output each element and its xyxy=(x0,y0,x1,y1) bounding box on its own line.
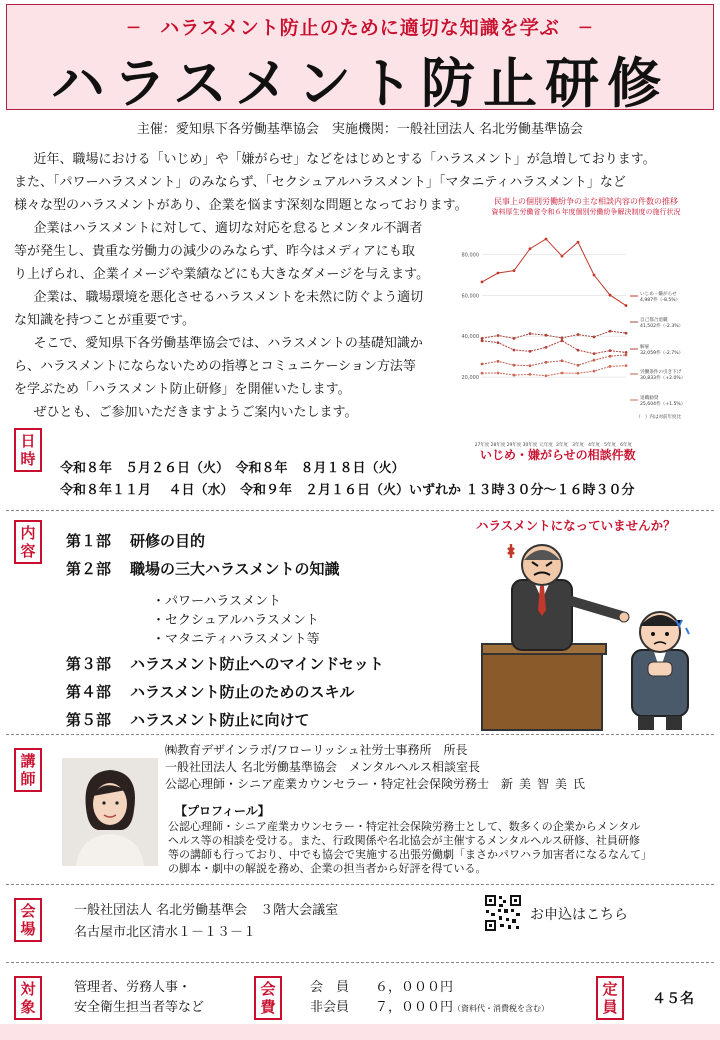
x-tick-label: 5年度 xyxy=(604,443,616,448)
data-point xyxy=(625,304,628,307)
data-point xyxy=(497,341,500,344)
qr-code-icon[interactable] xyxy=(484,894,522,932)
dates-line2: 令和８年１１月 ４日（水） 令和９年 ２月１６日（火）いずれか １３時３０分～１６時３０分 xyxy=(60,483,635,498)
data-point xyxy=(545,334,548,337)
part-no: 第１部 xyxy=(66,532,112,550)
lecturer-label-1: 講 xyxy=(20,752,36,770)
data-point xyxy=(577,349,580,352)
venue-label xyxy=(14,898,42,942)
part-no: 第５部 xyxy=(66,711,112,729)
target-info xyxy=(74,978,204,1018)
intro-p3a: 企業は、職場環境を悪化させるハラスメントを未然に防ぐよう適切 xyxy=(33,290,424,305)
data-point xyxy=(497,334,500,337)
legend-label: 自己都合退職 xyxy=(640,318,668,323)
legend-value: 25,604件（+1.5%） xyxy=(640,402,686,407)
content-label-2: 容 xyxy=(20,542,36,560)
fee-member xyxy=(310,978,549,998)
intro-p1c: 様々な型のハラスメントがあり、企業を悩ます深刻な問題となっております。 xyxy=(14,198,468,213)
data-point xyxy=(577,372,580,375)
fee-label xyxy=(254,976,282,1020)
sub-item: ・パワーハラスメント xyxy=(152,594,281,609)
intro-p4a: そこで、愛知県下各労働基準協会では、ハラスメントの基礎知識か xyxy=(33,336,423,351)
profile-line: 公認心理師・シニア産業カウンセラー・特定社会保険労務士として、数多くの企業からメンタル xyxy=(168,820,641,833)
capacity-label-2: 員 xyxy=(602,998,618,1016)
data-point xyxy=(593,335,596,338)
legend-label: 解雇 xyxy=(640,345,650,350)
capacity-label xyxy=(596,976,624,1020)
profile-text xyxy=(168,820,708,876)
data-point xyxy=(625,364,628,367)
data-point xyxy=(481,372,484,375)
data-point xyxy=(481,339,484,342)
data-point xyxy=(561,337,564,340)
x-tick-label: 6年度 xyxy=(620,443,632,448)
x-tick-label: 30年度 xyxy=(522,443,538,448)
x-tick-label: 3年度 xyxy=(572,443,584,448)
venue-address: 名古屋市北区清水１－１３－１ xyxy=(74,925,257,940)
data-point xyxy=(609,294,612,297)
dates-line1: 令和８年 ５月２６日（火） 令和８年 ８月１８日（火） xyxy=(60,461,405,476)
data-point xyxy=(593,352,596,355)
divider xyxy=(6,510,714,511)
data-point xyxy=(545,238,548,241)
fee-note: （資料代・消費税を含む） xyxy=(453,1004,550,1013)
intro-p4c: を学ぶため「ハラスメント防止研修」を開催いたします。 xyxy=(14,382,351,397)
intro-p2a: 企業はハラスメントに対して、適切な対応を怠るとメンタル不調者 xyxy=(33,221,423,236)
program-part-4 xyxy=(66,681,384,709)
sub-item: ・セクシュアルハラスメント xyxy=(152,613,319,628)
target-line1: 管理者、労務人事・ xyxy=(74,980,192,995)
data-point xyxy=(609,365,612,368)
venue-label-2: 場 xyxy=(20,920,36,938)
fee-member-price: ６，０００円 xyxy=(375,980,454,995)
program-list xyxy=(66,530,384,737)
part-title: 研修の目的 xyxy=(130,532,206,550)
data-point xyxy=(625,332,628,335)
data-point xyxy=(529,364,532,367)
target-label xyxy=(14,976,42,1020)
data-point xyxy=(529,247,532,250)
data-point xyxy=(529,350,532,353)
fee-nonmember-label: 非会員 xyxy=(310,1000,350,1015)
part-no: 第４部 xyxy=(66,683,112,701)
program-part-3 xyxy=(66,653,384,681)
x-tick-label: 元年度 xyxy=(539,443,553,448)
fee-info xyxy=(310,978,549,1019)
dates-block xyxy=(60,458,635,502)
lecturer-name: 新美智美氏 xyxy=(501,777,592,791)
legend-value: 30,833件（+2.0%） xyxy=(640,376,686,381)
profile-heading: 【プロフィール】 xyxy=(175,804,270,818)
data-point xyxy=(625,354,628,357)
data-point xyxy=(513,374,516,377)
consultation-chart xyxy=(458,196,714,466)
data-point xyxy=(481,337,484,340)
x-tick-label: 4年度 xyxy=(588,443,600,448)
data-point xyxy=(513,269,516,272)
program-part-5 xyxy=(66,709,384,737)
data-point xyxy=(481,281,484,284)
intro-p5: ぜひとも、ご参加いただきますようご案内いたします。 xyxy=(33,405,358,420)
data-point xyxy=(545,346,548,349)
intro-p2c: り上げられ、企業イメージや業績などにも大きなダメージを与えます。 xyxy=(14,267,430,282)
program-part-2 xyxy=(66,558,384,586)
data-point xyxy=(513,337,516,340)
data-point xyxy=(577,364,580,367)
data-point xyxy=(593,274,596,277)
header-banner xyxy=(6,4,714,115)
data-point xyxy=(545,361,548,364)
intro-p1a: 近年、職場における「いじめ」や「嫌がらせ」などをはじめとする「ハラスメント」が急増しております。 xyxy=(33,152,656,167)
data-point xyxy=(497,272,500,275)
profile-line: ヘルス等の相談を受ける。また、行政関係や名北協会が主催するメンタルヘルス研修、社員研修 xyxy=(168,834,640,847)
intro-narrow-block xyxy=(14,217,452,424)
data-point xyxy=(529,373,532,376)
series-line xyxy=(482,331,626,338)
venue-info xyxy=(74,900,338,944)
part-title: 職場の三大ハラスメントの知識 xyxy=(130,560,340,578)
legend-label: 労働条件の引き下げ xyxy=(640,370,682,375)
chart-svg xyxy=(458,218,714,458)
header-subtitle: ─ ハラスメント防止のために適切な知識を学ぶ ─ xyxy=(127,17,593,39)
y-tick-label: 40,000 xyxy=(461,334,479,341)
x-tick-label: 2年度 xyxy=(556,443,568,448)
data-point xyxy=(609,355,612,358)
x-tick-label: 28年度 xyxy=(490,443,506,448)
y-tick-label: 80,000 xyxy=(461,252,479,259)
venue-name: 一般社団法人 名北労働基準会 ３階大会議室 xyxy=(74,903,339,918)
legend-value: 4,987件（-8.5%） xyxy=(640,298,681,303)
portrait-illustration xyxy=(62,758,158,866)
data-point xyxy=(481,363,484,366)
page-title: ハラスメント防止研修 xyxy=(50,52,670,115)
data-point xyxy=(593,359,596,362)
legend-value: 41,502件（-2.3%） xyxy=(640,324,684,329)
data-point xyxy=(513,364,516,367)
data-point xyxy=(625,351,628,354)
y-tick-label: 60,000 xyxy=(461,293,479,300)
y-tick-label: 20,000 xyxy=(461,375,479,382)
lecturer-line3 xyxy=(165,776,591,793)
series-line xyxy=(482,366,626,376)
legend-label: 退職勧奨 xyxy=(640,396,659,401)
data-point xyxy=(529,332,532,335)
apply-link[interactable]: お申込はこちら xyxy=(530,907,628,923)
lecturer-line2: 一般社団法人 名北労働基準協会 メンタルヘルス相談室長 xyxy=(165,760,480,774)
data-point xyxy=(561,359,564,362)
series-line xyxy=(482,355,626,366)
harassment-illustration xyxy=(472,540,712,735)
lecturer-info xyxy=(165,742,591,793)
lecturer-photo xyxy=(62,758,158,866)
footer-band xyxy=(0,1024,720,1040)
intro-p3b: な知識を持つことが重要です。 xyxy=(14,313,195,328)
content-label-1: 内 xyxy=(20,524,36,542)
date-label-1: 日 xyxy=(20,432,36,450)
data-point xyxy=(513,349,516,352)
lecturer-titles: 公認心理師・シニア産業カウンセラー・特定社会保険労務士 xyxy=(165,777,490,791)
fee-label-1: 会 xyxy=(260,980,276,998)
divider xyxy=(6,962,714,963)
intro-p1b: また、「パワーハラスメント」のみならず、「セクシュアルハラスメント」「マタニティハラスメント」など xyxy=(14,175,626,190)
chart-caption: いじめ・嫌がらせの相談件数 xyxy=(480,448,636,462)
divider xyxy=(6,884,714,885)
capacity-label-1: 定 xyxy=(602,980,618,998)
target-line2: 安全衛生担当者等など xyxy=(74,1000,205,1015)
x-tick-label: 29年度 xyxy=(506,443,522,448)
data-point xyxy=(609,349,612,352)
fee-label-2: 費 xyxy=(260,998,276,1016)
data-point xyxy=(577,241,580,244)
profile-line: の脚本・劇中の解説を務め、企業の担当者から好評を得ている。 xyxy=(168,862,487,875)
target-label-1: 対 xyxy=(20,980,36,998)
chart-note: （ ）内は対前年度比 xyxy=(636,415,681,420)
legend-label: いじめ・嫌がらせ xyxy=(640,292,677,297)
part-no: 第３部 xyxy=(66,655,112,673)
data-point xyxy=(609,330,612,333)
organizer-line: 主催：愛知県下各労働基準協会 実施機関：一般社団法人 名北労働基準協会 xyxy=(136,122,584,137)
profile-line: 等の講師も行っており、中でも協会で実施する出張労働劇「まさかパワハラ加害者になるなんて」 xyxy=(168,848,652,861)
data-point xyxy=(561,339,564,342)
content-label xyxy=(14,520,42,564)
data-point xyxy=(497,372,500,375)
legend-value: 32,059件（-2.7%） xyxy=(640,351,684,356)
chart-title: 民事上の個別労働紛争の主な相談内容の件数の推移 xyxy=(494,197,678,206)
chart-subtitle: 資料厚生労働省令和６年度個別労働紛争解決制度の施行状況 xyxy=(491,208,681,216)
x-tick-label: 27年度 xyxy=(474,443,490,448)
data-point xyxy=(545,374,548,377)
part-no: 第２部 xyxy=(66,560,112,578)
lecturer-label xyxy=(14,748,42,792)
part-title: ハラスメント防止のためのスキル xyxy=(130,683,355,701)
target-label-2: 象 xyxy=(20,998,36,1016)
data-point xyxy=(497,360,500,363)
lecturer-label-2: 師 xyxy=(20,770,36,788)
data-point xyxy=(561,372,564,375)
venue-label-1: 会 xyxy=(20,902,36,920)
data-point xyxy=(561,255,564,258)
fee-member-label: 会 員 xyxy=(310,980,350,995)
intro-p4b: ら、ハラスメントにならないための指導とコミュニケーション方法等 xyxy=(14,359,416,374)
fee-nonmember xyxy=(310,998,549,1019)
intro-p2b: 等が発生し、貴重な労働力の減少のみならず、昨今はメディアにも取 xyxy=(14,244,415,259)
date-label xyxy=(14,428,42,472)
series-line xyxy=(482,341,626,354)
harassment-question: ハラスメントになっていませんか？ xyxy=(476,518,676,533)
lecturer-line1: ㈱教育デザインラボ/フローリッシュ社労士事務所 所長 xyxy=(165,743,468,757)
sub-item: ・マタニティハラスメント等 xyxy=(152,632,320,647)
part-title: ハラスメント防止へのマインドセット xyxy=(130,655,384,673)
part-title: ハラスメント防止に向けて xyxy=(130,711,310,729)
data-point xyxy=(593,370,596,373)
program-part-1 xyxy=(66,530,384,558)
fee-nonmember-price: ７，０００円 xyxy=(375,1000,454,1015)
date-label-2: 時 xyxy=(20,450,36,468)
data-point xyxy=(577,333,580,336)
divider xyxy=(6,734,714,735)
capacity-value: ４５名 xyxy=(652,991,694,1007)
